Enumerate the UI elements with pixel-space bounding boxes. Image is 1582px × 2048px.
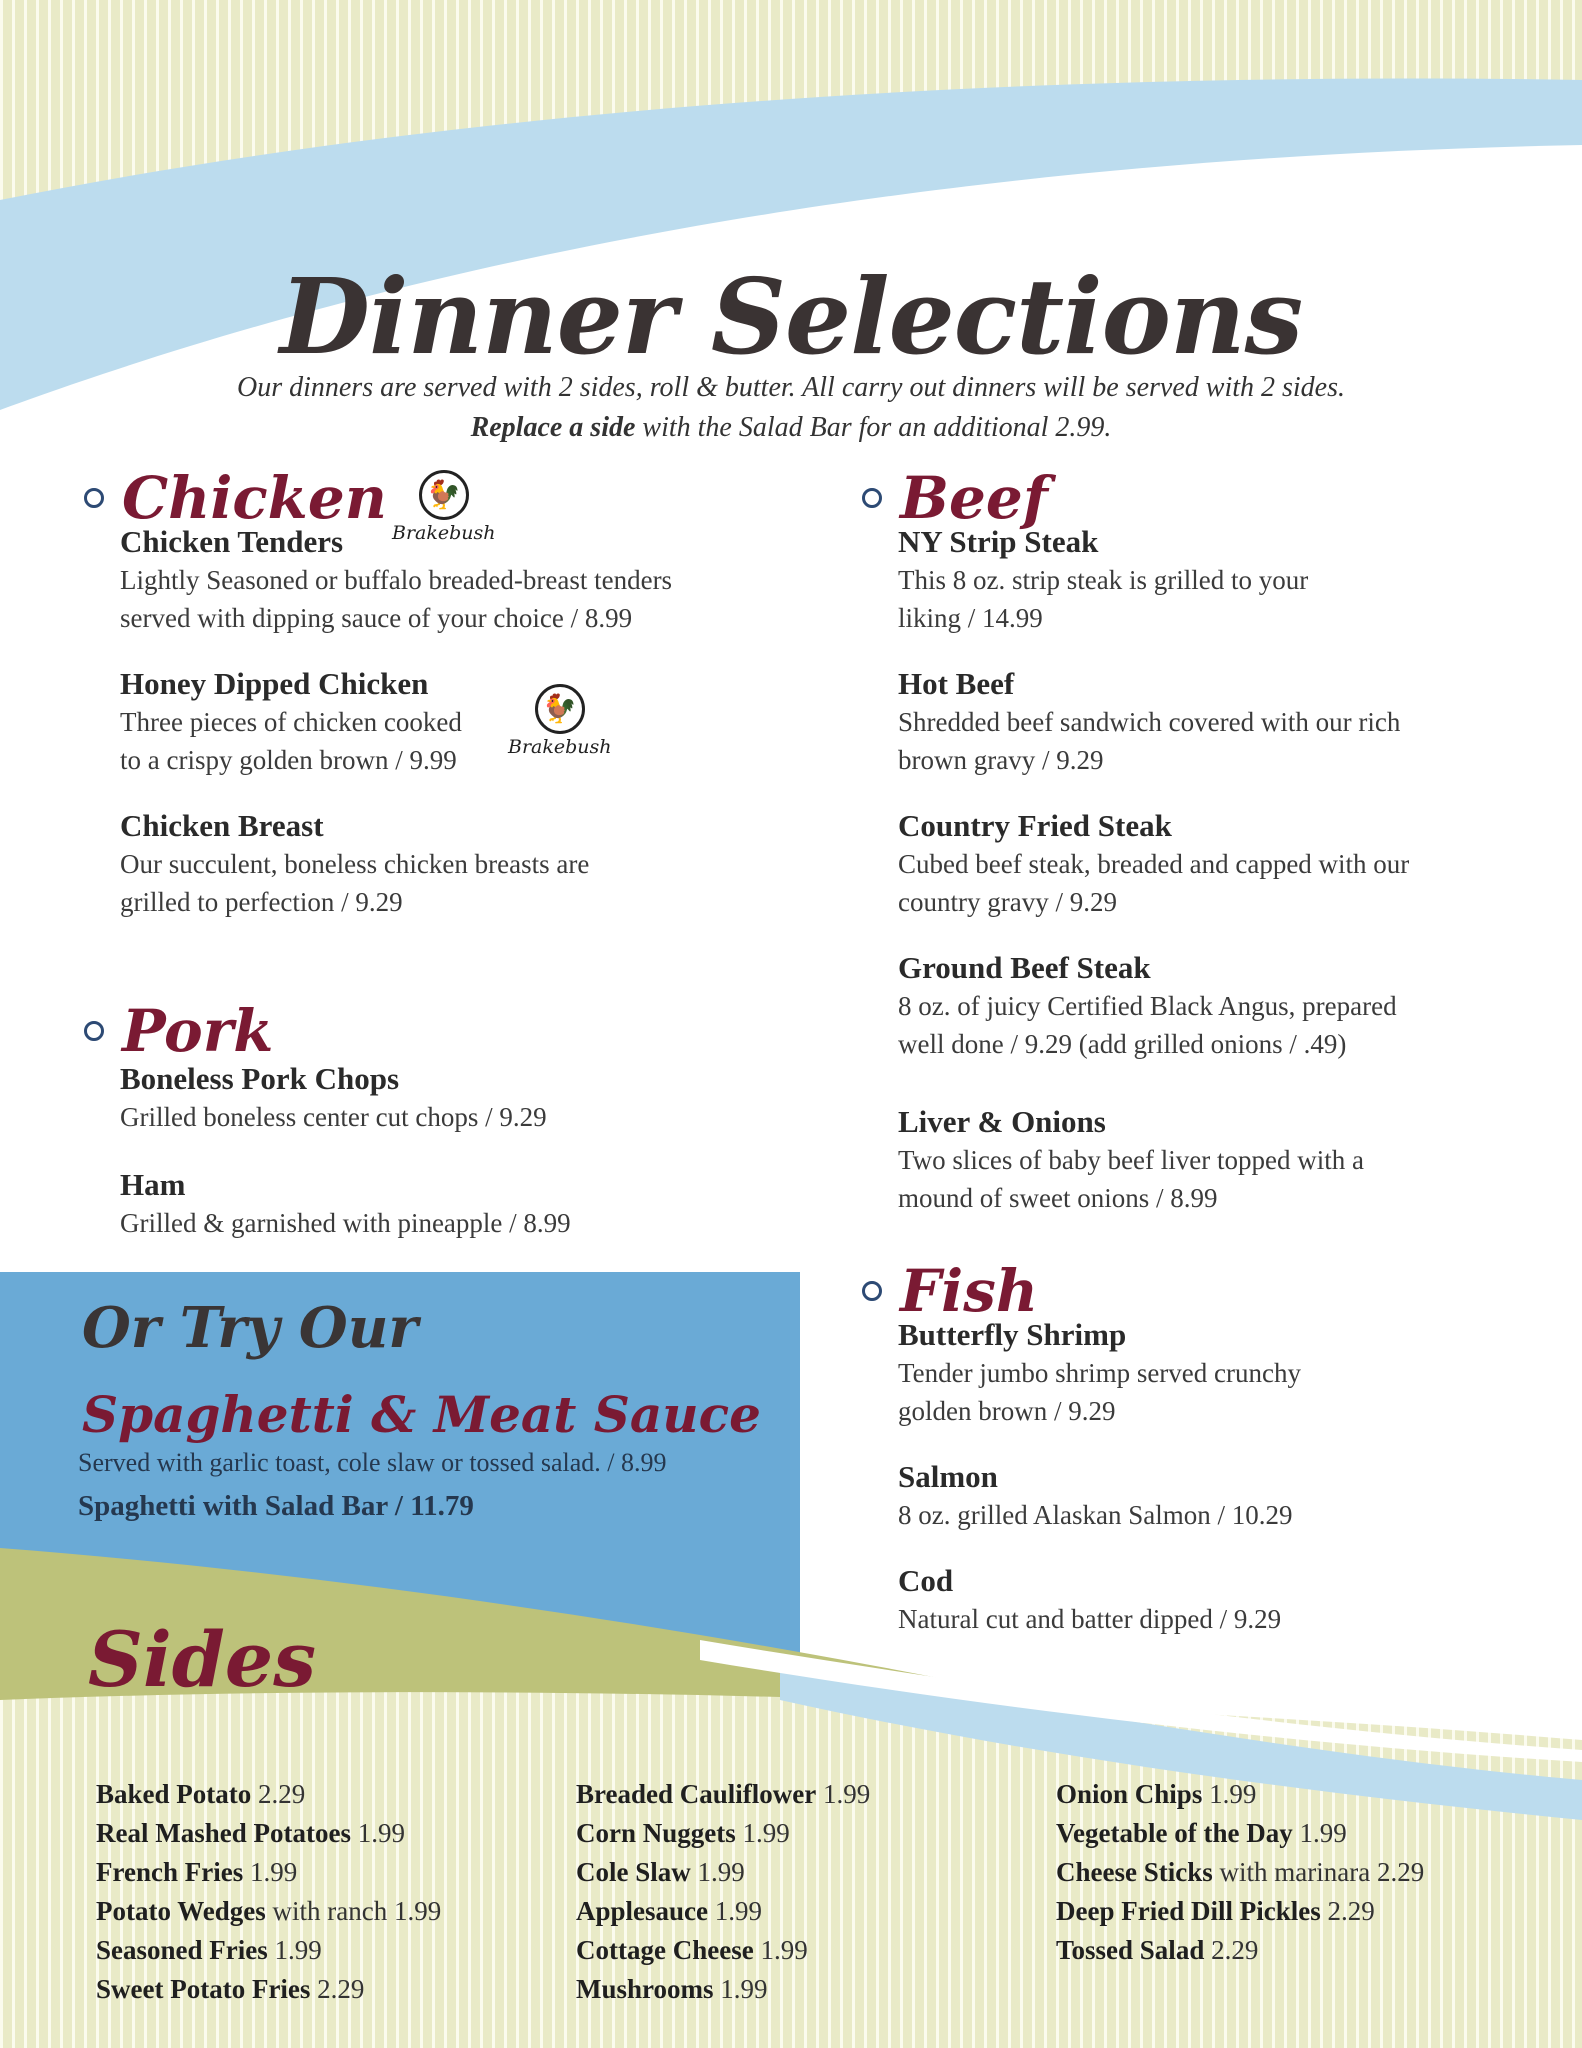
menu-item [898,665,1562,779]
side-name: Seasoned Fries [96,1935,268,1965]
item-name: Ham [120,1167,186,1202]
side-name: Onion Chips [1056,1779,1203,1809]
side-item [96,1931,441,1970]
item-description: Grilled boneless center cut chops / 9.29 [120,1102,547,1132]
chicken-icon: 🐓 [535,684,585,734]
side-price: 1.99 [350,1818,405,1848]
side-item [1056,1775,1424,1814]
item-description: 8 oz. of juicy Certified Black Angus, prepared well done / 9.29 (add grilled onions / .49) [898,991,1397,1059]
item-description: This 8 oz. strip steak is grilled to your liking / 14.99 [898,565,1309,633]
side-price: 2.29 [1320,1896,1375,1926]
side-item [96,1814,441,1853]
item-name: NY Strip Steak [898,524,1099,559]
bullet-icon [84,1021,104,1041]
intro-line-2 [60,412,1522,444]
item-name: Chicken Tenders [120,524,344,559]
section-beef [862,465,1562,1217]
menu-item [898,949,1562,1063]
item-description: Tender jumbo shrimp served crunchy golden brown / 9.29 [898,1358,1301,1426]
item-description: Lightly Seasoned or buffalo breaded-breast tenders served with dipping sauce of your choice / 8.99 [120,565,673,633]
menu-item [898,807,1562,921]
menu-item [898,1316,1562,1430]
side-name: Cheese Sticks [1056,1857,1213,1887]
badge-text: Brakebush [392,522,496,544]
menu-item [898,523,1562,637]
promo-salad-bar: Spaghetti with Salad Bar / 11.79 [78,1490,474,1522]
side-price: 2.29 [1204,1935,1259,1965]
sides-column-2 [576,1775,870,2009]
section-title-fish: Fish [900,1257,1039,1325]
item-name: Cod [898,1563,954,1598]
sides-column-3 [1056,1775,1424,1970]
side-name: Cottage Cheese [576,1935,754,1965]
section-title-beef: Beef [900,464,1048,532]
side-price: with marinara 2.29 [1212,1857,1425,1887]
side-price: 1.99 [243,1857,298,1887]
item-description: Two slices of baby beef liver topped with a mound of sweet onions / 8.99 [898,1145,1364,1213]
side-price: 1.99 [753,1935,808,1965]
page-title: Dinner Selections [279,255,1303,378]
item-name: Liver & Onions [898,1104,1106,1139]
side-name: Corn Nuggets [576,1818,736,1848]
side-name: Mushrooms [576,1974,714,2004]
menu-item [898,1562,1562,1638]
side-item [96,1775,441,1814]
side-price: 2.29 [251,1779,306,1809]
side-item [1056,1814,1424,1853]
intro-rest: with the Salad Bar for an additional 2.99. [635,412,1112,443]
side-price: 1.99 [735,1818,790,1848]
side-name: Breaded Cauliflower [576,1779,817,1809]
side-price: 1.99 [1292,1818,1347,1848]
item-name: Boneless Pork Chops [120,1061,400,1096]
item-name: Honey Dipped Chicken [120,666,429,701]
item-name: Butterfly Shrimp [898,1317,1127,1352]
item-description: 8 oz. grilled Alaskan Salmon / 10.29 [898,1500,1293,1530]
item-description: Our succulent, boneless chicken breasts are grilled to perfection / 9.29 [120,849,590,917]
side-item [96,1970,441,2009]
item-name: Country Fried Steak [898,808,1172,843]
item-description: Grilled & garnished with pineapple / 8.99 [120,1208,571,1238]
side-price: 2.29 [310,1974,365,2004]
intro-emphasis: Replace a side [470,412,636,443]
side-name: Real Mashed Potatoes [96,1818,351,1848]
side-name: Baked Potato [96,1779,252,1809]
menu-item [120,807,784,921]
side-price: with ranch 1.99 [265,1896,442,1926]
side-item [576,1931,870,1970]
side-item [576,1970,870,2009]
sides-title: Sides [88,1615,317,1704]
item-description: Shredded beef sandwich covered with our rich brown gravy / 9.29 [898,707,1401,775]
menu-item [898,1103,1562,1217]
side-item [1056,1892,1424,1931]
chicken-icon: 🐓 [419,470,469,520]
side-item [1056,1931,1424,1970]
section-title-pork: Pork [122,997,274,1065]
badge-text: Brakebush [508,736,612,758]
side-price: 1.99 [816,1779,871,1809]
side-item [576,1892,870,1931]
side-name: Deep Fried Dill Pickles [1056,1896,1321,1926]
intro-line-1: Our dinners are served with 2 sides, roll & butter. All carry out dinners will be served with 2 sides. [236,372,1346,403]
sides-column-1 [96,1775,441,2009]
item-description: Natural cut and batter dipped / 9.29 [898,1604,1282,1634]
side-price: 1.99 [690,1857,745,1887]
menu-item [120,1166,784,1242]
brakebush-badge [508,684,612,758]
side-name: Tossed Salad [1056,1935,1205,1965]
menu-item [120,665,784,779]
side-item [1056,1853,1424,1892]
promo-heading: Or Try Our [82,1295,418,1361]
side-name: Cole Slaw [576,1857,691,1887]
side-item [576,1853,870,1892]
item-description: Three pieces of chicken cooked to a crispy golden brown / 9.99 [120,707,462,775]
item-description: Cubed beef steak, breaded and capped with our country gravy / 9.29 [898,849,1410,917]
item-name: Chicken Breast [120,808,324,843]
side-price: 1.99 [267,1935,322,1965]
section-title-chicken: Chicken [122,464,387,532]
brakebush-badge [392,470,496,544]
promo-description: Served with garlic toast, cole slaw or tossed salad. / 8.99 [78,1448,667,1477]
item-name: Salmon [898,1459,998,1494]
side-price: 1.99 [713,1974,768,2004]
bullet-icon [862,1281,882,1301]
section-fish [862,1258,1562,1638]
side-item [96,1853,441,1892]
bullet-icon [862,488,882,508]
section-pork [84,998,784,1242]
side-item [576,1775,870,1814]
side-name: Vegetable of the Day [1056,1818,1293,1848]
item-name: Ground Beef Steak [898,950,1151,985]
side-name: Applesauce [576,1896,709,1926]
side-name: Sweet Potato Fries [96,1974,311,2004]
menu-item [898,1458,1562,1534]
side-price: 1.99 [1202,1779,1257,1809]
side-name: Potato Wedges [96,1896,266,1926]
side-item [96,1892,441,1931]
promo-dish-name: Spaghetti & Meat Sauce [82,1385,761,1444]
bullet-icon [84,488,104,508]
item-name: Hot Beef [898,666,1015,701]
side-price: 1.99 [708,1896,763,1926]
side-item [576,1814,870,1853]
side-name: French Fries [96,1857,244,1887]
menu-item [120,1060,784,1136]
